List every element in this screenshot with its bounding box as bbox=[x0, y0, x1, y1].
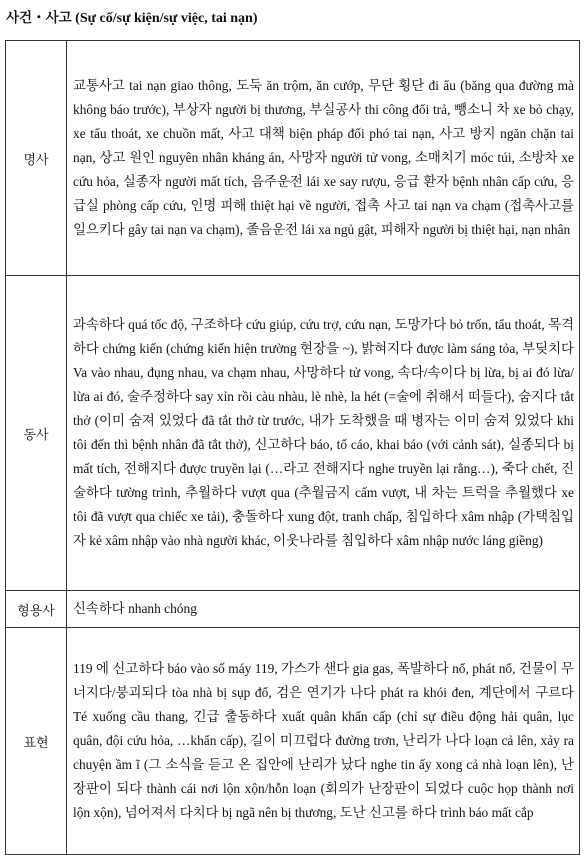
row-label-noun: 명사 bbox=[6, 41, 67, 276]
row-text-noun: 교통사고 tai nạn giao thông, 도둑 ăn trộm, ăn cướp, 무단 횡단 đi ẩu (băng qua đường mà không báo trước), 부상자 người bị thương, 부실공사 thi công đổi trả, 뺑소니 차 xe bỏ chạy, xe tẩu thoát, xe chuồn mất, 사고 대책 biện pháp đối phó tai nạn, 사고 방지 ngăn chặn tai nạn, 상고 원인 nguyên nhân kháng án, 사망자 người tử vong, 소매치기 móc túi, 소방차 xe cứu hỏa, 실종자 người mất tích, 음주운전 lái xe say rượu, 응급 환자 bệnh nhân cấp cứu, 응급실 phòng cấp cứu, 인명 피해 thiệt hại về người, 접촉 사고 tai nạn va chạm (접촉사고를 일으키다 gây tai nạn va chạm), 졸음운전 lái xa ngủ gật, 피해자 người bị thiệt hại, nạn nhân bbox=[67, 41, 580, 276]
title-korean: 사건・사고 bbox=[6, 10, 72, 26]
vocabulary-table bbox=[5, 40, 580, 855]
row-label-verb: 동사 bbox=[6, 276, 67, 591]
table-row-adjective bbox=[6, 591, 580, 628]
row-label-adjective: 형용사 bbox=[6, 591, 67, 628]
page-title bbox=[6, 6, 258, 27]
row-label-expression: 표현 bbox=[6, 628, 67, 855]
row-text-expression: 119 에 신고하다 báo vào số máy 119, 가스가 샌다 gia gas, 폭발하다 nổ, phát nổ, 건물이 무너지다/붕괴되다 tòa nhà bị sụp đổ, 검은 연기가 나다 phát ra khói đen, 계단에서 구르다 Té xuống cầu thang, 긴급 출동하다 xuất quân khẩn cấp (chỉ sự điều động hải quân, lục quân, đội cứu hỏa, …khẩn cấp), 길이 미끄럽다 đường trơn, 난리가 나다 loạn cả lên, xảy ra chuyện ầm ĩ (그 소식을 듣고 온 집안에 난리가 났다 nghe tin ấy xong cả nhà loạn lên), 난장판이 되다 thành cái nơi lộn xộn/hỗn loạn (회의가 난장판이 되었다 cuộc họp thành nơi lộn xộn), 넘어져서 다치다 bị ngã nên bị thương, 도난 신고를 하다 trình báo mất cắp bbox=[67, 628, 580, 855]
table-row-expression bbox=[6, 628, 580, 855]
title-vietnamese: (Sự cố/sự kiện/sự việc, tai nạn) bbox=[75, 11, 258, 26]
table-row-noun bbox=[6, 41, 580, 276]
table-row-verb bbox=[6, 276, 580, 591]
row-text-adjective: 신속하다 nhanh chóng bbox=[67, 591, 580, 628]
row-text-verb: 과속하다 quá tốc độ, 구조하다 cứu giúp, cứu trợ, cứu nạn, 도망가다 bỏ trốn, tẩu thoát, 목격하다 chứng kiến (chứng kiến hiện trường 현장을 ~), 밝혀지다 được làm sáng tỏa, 부딪치다 Va vào nhau, đụng nhau, va chạm nhau, 사망하다 tử vong, 속다/속이다 bị lừa, bị ai đó lừa/ lừa ai đó, 술주정하다 say xỉn rồi càu nhàu, lè nhè, la hét (=술에 취해서 떠들다), 숨지다 tắt thở (이미 숨져 있었다 đã tắt thở từ trước, 내가 도착했을 때 병자는 이미 숨져 있었다 khi tôi đến thì bệnh nhân đã tắt thở), 신고하다 báo, tố cáo, khai báo (với cảnh sát), 실종되다 bị mất tích, 전해지다 được truyền lại (…라고 전해지다 nghe truyền lại rằng…), 죽다 chết, 진술하다 tường trình, 추월하다 vượt qua (추월금지 cấm vượt, 내 차는 트럭을 추월했다 xe tôi đã vượt qua chiếc xe tải), 충돌하다 xung đột, tranh chấp, 침입하다 xâm nhập (가택침입자 kẻ xâm nhập vào nhà người khác, 이웃나라를 침입하다 xâm nhập nước láng giềng) bbox=[67, 276, 580, 591]
